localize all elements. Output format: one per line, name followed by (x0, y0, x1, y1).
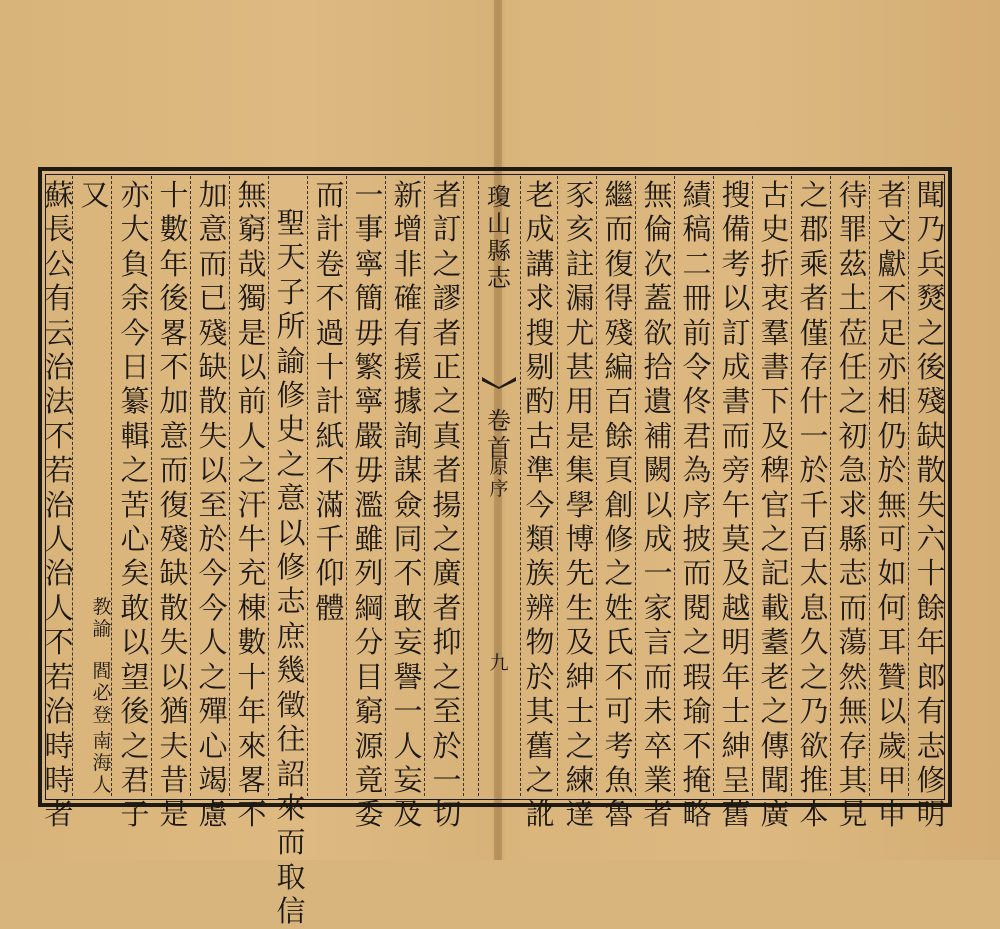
text-column-3: 待 罪 茲 土 莅 任 之 初 急 求 縣 志 而 蕩 然 無 存 其 見 (838, 178, 868, 832)
text-column-2: 者 文 獻 不 足 亦 相 仍 於 無 可 如 何 耳 贊 以 歲 甲 申 (877, 178, 907, 832)
page-number: 九 (489, 652, 509, 674)
text-column-10: 豕 亥 註 漏 尤 甚 用 是 集 學 博 先 生 及 紳 士 之 練 達 (565, 178, 595, 832)
text-column-22: 蘇 長 公 有 云 治 法 不 若 治 人 治 人 不 若 治 時 時 者 (44, 178, 74, 832)
text-column-4: 之 郡 乘 者 僅 存 什 一 於 千 百 太 息 久 之 乃 欲 推 本 (799, 178, 829, 832)
text-column-11: 老 成 講 求 搜 剔 酌 古 準 今 類 族 辨 物 於 其 舊 之 訛 (525, 178, 555, 832)
signature-title: 教 諭 (92, 596, 112, 640)
text-column-17: 無 窮 哉 獨 是 以 前 人 之 汗 牛 充 棟 數 十 年 來 畧 不 (237, 178, 267, 832)
signature-name: 閻 必 登 (92, 660, 112, 726)
text-column-13: 新 增 非 確 有 援 據 詢 謀 僉 同 不 敢 妄 譽 一 人 妄 及 (393, 178, 423, 832)
fishtail-mark (480, 375, 518, 389)
signature-native: 南 海 人 (92, 730, 112, 796)
text-column-12: 者 訂 之 謬 者 正 之 真 者 揚 之 廣 者 抑 之 至 於 一 切 (432, 178, 462, 832)
text-column-20: 亦 大 負 余 今 日 纂 輯 之 苦 心 矣 敢 以 望 後 之 君 子 (120, 178, 150, 832)
juan-label: 卷 首 (487, 407, 511, 462)
text-column-7: 績 稿 二 冊 前 令 佟 君 為 序 披 而 閱 之 瑕 瑜 不 掩 略 (682, 178, 712, 832)
text-column-16: 聖 天 子 所 諭 修 史 之 意 以 修 志 庶 幾 徵 往 詔 來 而 取 信 (276, 206, 306, 929)
text-column-6: 搜 備 考 以 訂 成 書 而 旁 午 莫 及 越 明 年 士 紳 呈 舊 (721, 178, 751, 832)
text-column-21: 又 (80, 178, 110, 212)
text-column-8: 無 倫 次 蓋 欲 拾 遺 補 闕 以 成 一 家 言 而 未 卒 業 者 (643, 178, 673, 832)
text-column-1: 聞 乃 兵 燹 之 後 殘 缺 散 失 六 十 餘 年 郎 有 志 修 明 (916, 178, 946, 832)
text-column-18: 加 意 而 已 殘 缺 散 失 以 至 於 今 今 人 之 殫 心 竭 慮 (198, 178, 228, 832)
text-column-14: 一 事 寧 簡 毋 繁 寧 嚴 毋 濫 雖 列 綱 分 目 窮 源 竟 委 (354, 178, 384, 832)
text-column-5: 古 史 折 衷 羣 書 下 及 稗 官 之 記 載 耋 老 之 傳 聞 廣 (760, 178, 790, 832)
center-band (478, 176, 520, 796)
text-column-9: 繼 而 復 得 殘 編 百 餘 頁 創 修 之 姓 氏 不 可 考 魚 魯 (604, 178, 634, 832)
section-label: 原 序 (489, 456, 509, 500)
text-column-15: 而 計 卷 不 過 十 計 紙 不 滿 千 仰 體 (315, 178, 345, 625)
text-column-19: 十 數 年 後 畧 不 加 意 而 復 殘 缺 散 失 以 猶 夫 昔 是 (159, 178, 189, 832)
book-title: 瓊 山 縣 志 (487, 183, 511, 292)
